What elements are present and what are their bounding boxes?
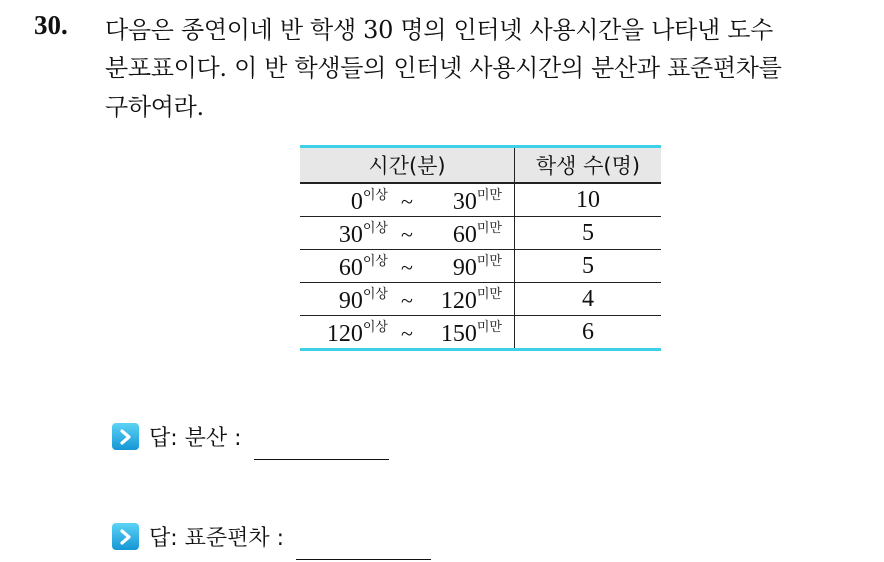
answer-stddev-label: 답: 표준편차 :	[149, 526, 285, 551]
answer-variance	[112, 421, 389, 452]
lower-suffix: 이상	[362, 221, 388, 236]
range-to: 120	[440, 288, 477, 314]
range-tilde: ~	[401, 255, 413, 280]
student-count-cell: 6	[515, 316, 662, 350]
lower-suffix: 이상	[362, 320, 388, 335]
student-count-cell: 5	[515, 217, 662, 250]
question-number: 30.	[34, 10, 68, 40]
table-row	[300, 283, 661, 316]
student-count-cell: 4	[515, 283, 662, 316]
range-from: 90	[338, 288, 363, 314]
question-line-1: 다음은 종연이네 반 학생 30 명의 인터넷 사용시간을 나타낸 도수	[105, 16, 773, 44]
range-tilde: ~	[401, 189, 413, 214]
frequency-table	[300, 145, 661, 351]
upper-suffix: 미만	[476, 287, 502, 302]
range-tilde: ~	[401, 288, 413, 313]
range-to: 30	[452, 189, 477, 215]
time-range-cell	[300, 183, 515, 217]
range-to: 60	[452, 222, 477, 248]
lower-suffix: 이상	[362, 188, 388, 203]
answer-variance-label: 답: 분산 :	[149, 426, 242, 451]
range-from: 60	[338, 255, 363, 281]
time-range-cell	[300, 217, 515, 250]
header-time: 시간(분)	[300, 147, 515, 184]
chevron-right-icon	[112, 523, 139, 550]
upper-suffix: 미만	[476, 320, 502, 335]
table-row	[300, 250, 661, 283]
answer-variance-blank[interactable]	[254, 433, 389, 460]
upper-suffix: 미만	[476, 221, 502, 236]
table-row	[300, 217, 661, 250]
question-line-3: 구하여라.	[105, 93, 204, 121]
upper-suffix: 미만	[476, 188, 502, 203]
range-tilde: ~	[401, 222, 413, 247]
lower-suffix: 이상	[362, 287, 388, 302]
range-tilde: ~	[401, 321, 413, 346]
chevron-right-icon	[112, 423, 139, 450]
table-row	[300, 316, 661, 350]
table-row	[300, 183, 661, 217]
range-to: 150	[440, 321, 477, 347]
time-range-cell	[300, 250, 515, 283]
range-from: 0	[350, 189, 363, 215]
student-count-cell: 5	[515, 250, 662, 283]
question-line-2: 분포표이다. 이 반 학생들의 인터넷 사용시간의 분산과 표준편차를	[105, 54, 782, 82]
upper-suffix: 미만	[476, 254, 502, 269]
time-range-cell	[300, 316, 515, 350]
range-from: 30	[338, 222, 363, 248]
lower-suffix: 이상	[362, 254, 388, 269]
header-students: 학생 수(명)	[515, 147, 662, 184]
range-to: 90	[452, 255, 477, 281]
answer-stddev-blank[interactable]	[296, 533, 431, 560]
time-range-cell	[300, 283, 515, 316]
answer-stddev	[112, 521, 431, 552]
range-from: 120	[326, 321, 363, 347]
student-count-cell: 10	[515, 183, 662, 217]
table-header-row	[300, 147, 661, 184]
